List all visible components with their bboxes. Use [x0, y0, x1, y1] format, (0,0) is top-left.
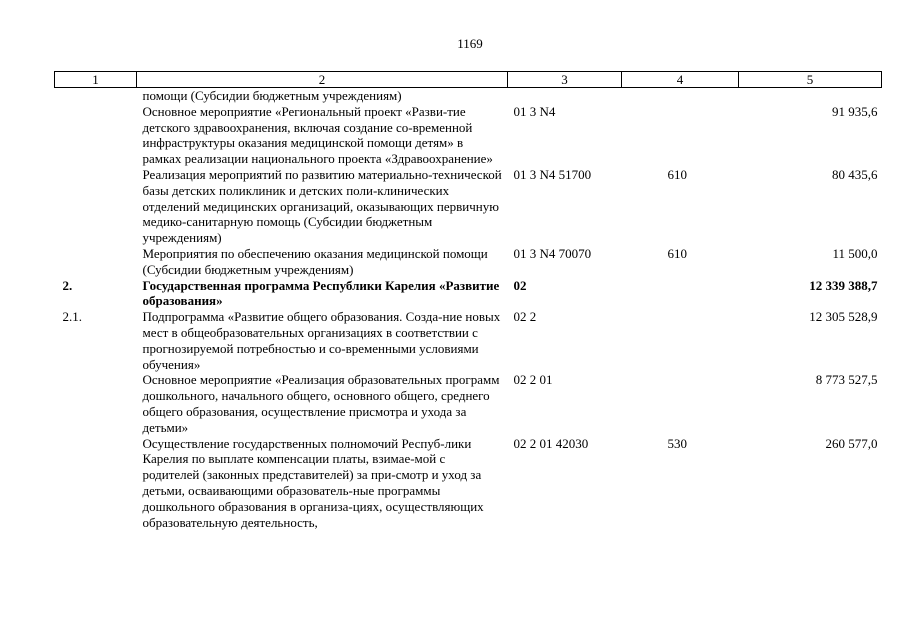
row-name: Реализация мероприятий по развитию материально-технической базы детских поликлиник и детских поли-клинических отделений медицинских организаций, оказывающих первичную медико-санитарную помощь (Субсидии бюджетным учреждениям) [142, 166, 502, 246]
header-cell-5: 5 [739, 72, 882, 88]
row-code [508, 88, 622, 104]
row-amount: 8 773 527,5 [815, 372, 878, 388]
table-row [55, 372, 882, 435]
row-number: 2. [62, 277, 73, 293]
row-name: Подпрограмма «Развитие общего образования. Созда-ние новых мест в общеобразовательных организациях в соответствии с прогнозируемой потребностью и со-временными условиями обучения» [142, 309, 501, 372]
row-expense-kind: 610 [667, 245, 687, 261]
row-amount: 11 500,0 [832, 245, 878, 261]
table-row [55, 167, 882, 246]
row-expense-kind [622, 88, 739, 104]
row-code: 02 2 01 42030 [513, 435, 589, 451]
table-header [55, 72, 882, 88]
table-row [55, 278, 882, 310]
row-number: 2.1. [62, 309, 82, 325]
row-code: 01 3 N4 [513, 103, 556, 119]
header-cell-2: 2 [137, 72, 508, 88]
table-body [55, 88, 882, 531]
header-cell-3: 3 [508, 72, 622, 88]
row-amount: 91 935,6 [832, 103, 878, 119]
table-row [55, 246, 882, 278]
row-name: Основное мероприятие «Региональный проект «Разви-тие детского здравоохранения, включая создание со-временной инфраструктуры оказания медицинской помощи детям» в рамках реализации национального проекта «Здравоохранение» [142, 103, 493, 167]
row-amount [739, 88, 882, 104]
row-expense-kind [622, 278, 739, 310]
row-amount: 80 435,6 [832, 166, 878, 182]
budget-table [54, 71, 882, 530]
table-row [55, 309, 882, 372]
row-name: Мероприятия по обеспечению оказания медицинской помощи (Субсидии бюджетным учреждениям) [142, 245, 488, 277]
row-expense-kind: 610 [667, 166, 687, 182]
row-amount: 12 339 388,7 [809, 277, 878, 293]
row-code: 02 2 01 [513, 372, 553, 388]
header-row [55, 72, 882, 88]
row-code: 01 3 N4 70070 [513, 245, 592, 261]
row-number [55, 246, 137, 278]
row-number [55, 104, 137, 167]
row-expense-kind [622, 372, 739, 435]
header-cell-4: 4 [622, 72, 739, 88]
row-number [55, 372, 137, 435]
row-code: 01 3 N4 51700 [513, 166, 592, 182]
row-name: Осуществление государственных полномочий Респуб-лики Карелия по выплате компенсации платы, взимае-мой с родителей (законных представителей) за при-смотр и уход за детьми, осваивающими образователь-ные программы дошкольного образования в организа-циях, осуществляющих образовательную деятельность, [142, 435, 484, 530]
row-amount: 260 577,0 [825, 435, 878, 451]
row-code: 02 2 [513, 309, 537, 325]
table-row [55, 104, 882, 167]
row-name: Основное мероприятие «Реализация образовательных программ дошкольного, начального общего, основного общего, среднего общего образования, осуществление присмотра и ухода за детьми» [142, 372, 500, 435]
row-number [55, 167, 137, 246]
page-number: 1169 [457, 36, 483, 51]
row-name: Государственная программа Республики Карелия «Развитие образования» [142, 277, 500, 309]
row-number [55, 436, 137, 531]
row-number [55, 88, 137, 104]
table-row [55, 88, 882, 104]
header-cell-1: 1 [55, 72, 137, 88]
row-amount: 12 305 528,9 [809, 309, 878, 325]
row-expense-kind [622, 104, 739, 167]
row-expense-kind [622, 309, 739, 372]
row-expense-kind: 530 [667, 435, 687, 451]
row-code: 02 [513, 277, 527, 293]
row-name: помощи (Субсидии бюджетным учреждениям) [142, 88, 402, 103]
table-row [55, 436, 882, 531]
